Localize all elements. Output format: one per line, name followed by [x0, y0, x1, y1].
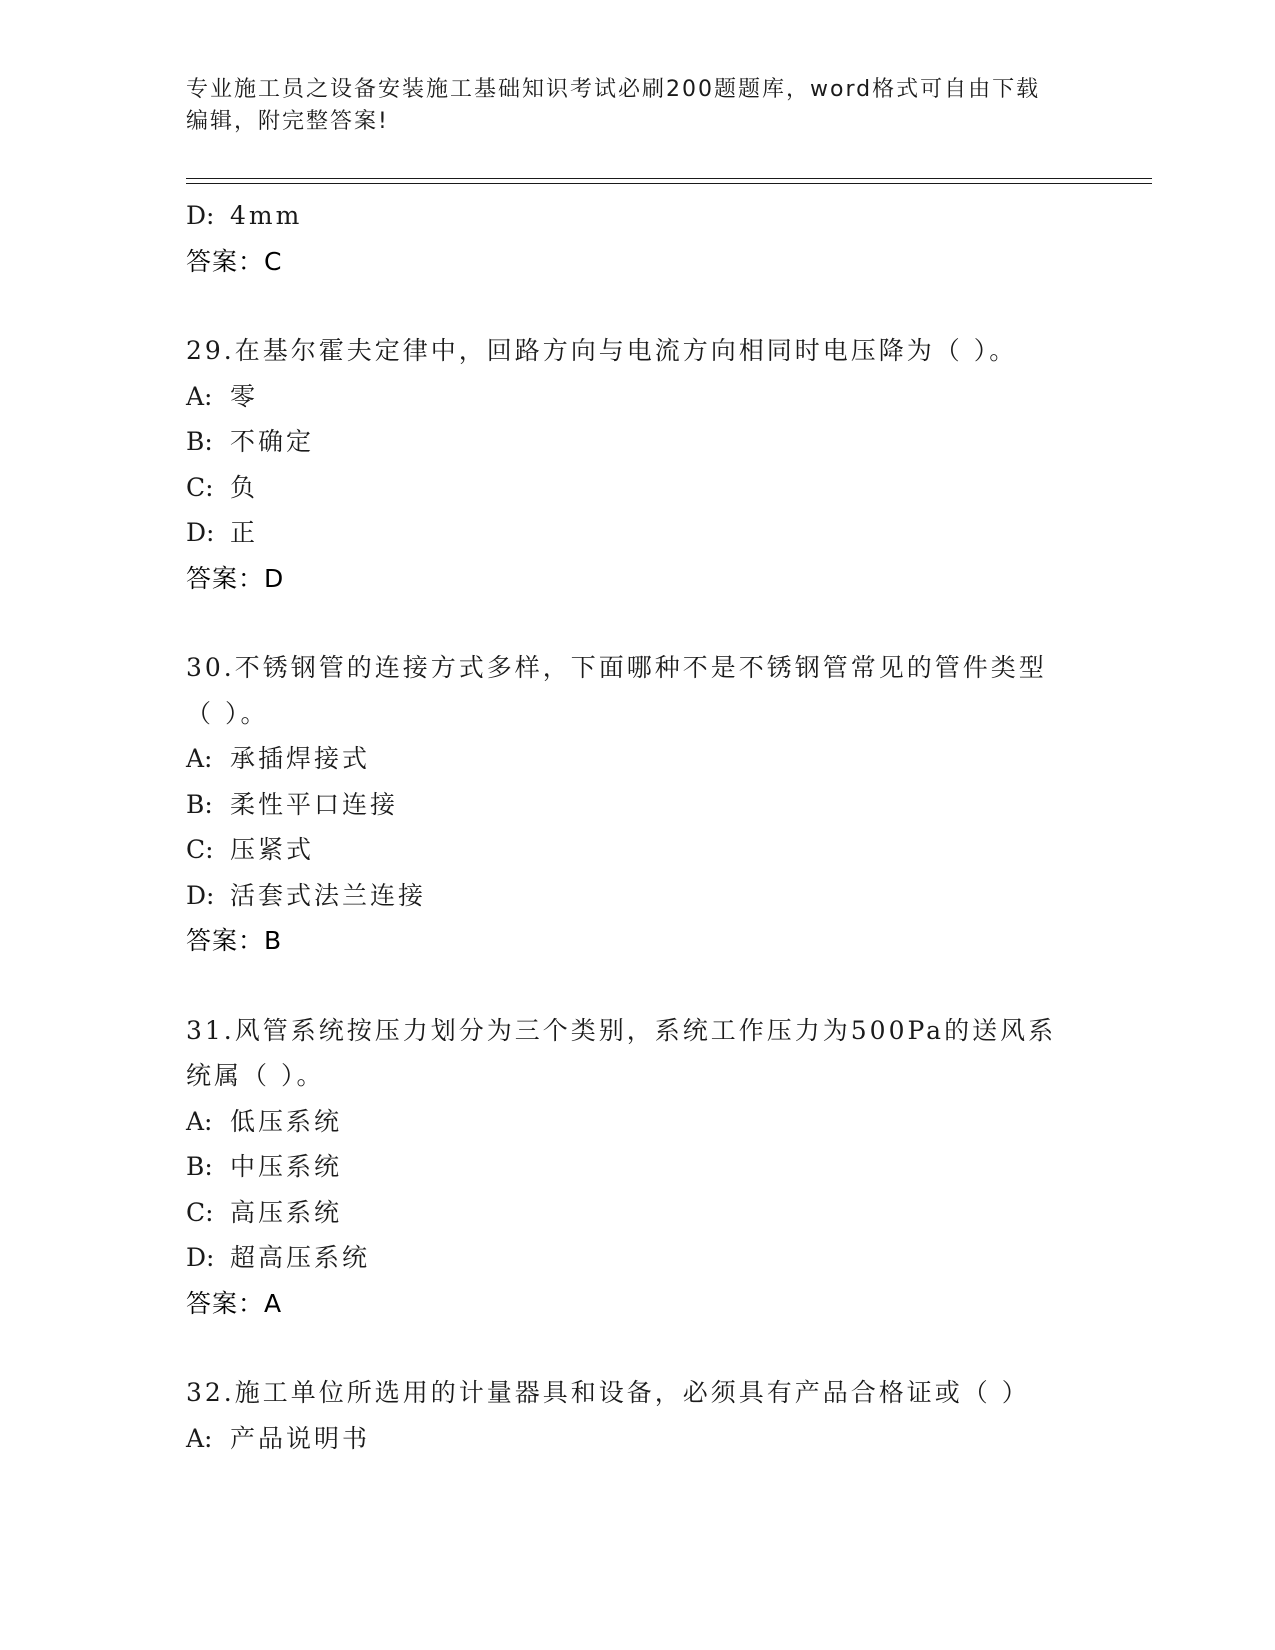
option-letter: D: [186, 1243, 215, 1272]
option-letter: D: [186, 201, 215, 230]
option-a [186, 1416, 1086, 1462]
question-stem: 29.在基尔霍夫定律中，回路方向与电流方向相同时电压降为（ ）。 [186, 336, 1018, 365]
option-letter: C: [186, 472, 214, 502]
option-b [186, 1144, 1086, 1190]
option-text: 承插焊接式 [230, 744, 371, 773]
option-d [186, 193, 1086, 239]
option-d [186, 1235, 1086, 1281]
option-c [186, 827, 1086, 873]
question-32 [186, 1370, 1086, 1461]
spacer [186, 284, 1086, 328]
question-29 [186, 328, 1086, 601]
question-30 [186, 645, 1086, 964]
spacer [186, 601, 1086, 645]
option-text: 低压系统 [230, 1106, 343, 1136]
option-a [186, 1099, 1086, 1145]
option-text: 中压系统 [230, 1152, 343, 1181]
spacer [186, 1326, 1086, 1370]
spacer [186, 964, 1086, 1008]
option-d [186, 510, 1086, 556]
option-text: 不确定 [230, 427, 315, 456]
question-28-tail [186, 193, 1086, 284]
option-text: 4mm [230, 201, 303, 230]
question-list [186, 193, 1086, 1461]
option-c [186, 465, 1086, 511]
option-letter: A: [186, 1106, 213, 1136]
answer-line: 答案：D [186, 563, 285, 593]
answer-line: 答案：C [186, 246, 283, 276]
option-text: 负 [230, 472, 259, 502]
document-header [186, 74, 1066, 138]
question-stem: 32.施工单位所选用的计量器具和设备，必须具有产品合格证或（ ） [186, 1378, 1030, 1407]
question-stem-continued: （ ）。 [186, 698, 269, 728]
answer-line: 答案：B [186, 926, 283, 955]
option-text: 超高压系统 [230, 1243, 371, 1272]
option-text: 产品说明书 [230, 1423, 371, 1453]
option-letter: D: [186, 518, 215, 547]
header-title-line-2: 编辑，附完整答案! [186, 109, 389, 134]
option-letter: C: [186, 835, 214, 864]
question-stem: 30.不锈钢管的连接方式多样，下面哪种不是不锈钢管常见的管件类型 [186, 653, 1047, 682]
option-d [186, 873, 1086, 919]
header-rule-bottom [186, 183, 1152, 184]
option-text: 压紧式 [230, 835, 315, 864]
option-letter: A: [186, 381, 213, 411]
question-31 [186, 1008, 1086, 1327]
question-stem-continued: 统属（ ）。 [186, 1061, 325, 1090]
option-a [186, 736, 1086, 782]
option-letter: C: [186, 1197, 214, 1227]
question-stem: 31.风管系统按压力划分为三个类别，系统工作压力为500Pa的送风系 [186, 1015, 1057, 1045]
option-text: 活套式法兰连接 [230, 880, 427, 910]
answer-line: 答案：A [186, 1288, 283, 1318]
option-letter: B: [186, 1152, 213, 1181]
option-letter: D: [186, 880, 215, 910]
option-text: 零 [230, 381, 259, 411]
header-title-line-1: 专业施工员之设备安装施工基础知识考试必刷200题题库，word格式可自由下载 [186, 77, 1041, 102]
option-letter: A: [186, 1423, 213, 1453]
option-text: 正 [230, 518, 259, 547]
option-letter: A: [186, 744, 213, 773]
option-c [186, 1190, 1086, 1236]
option-text: 高压系统 [230, 1197, 343, 1227]
option-text: 柔性平口连接 [230, 789, 399, 819]
header-rule-top [186, 178, 1152, 179]
option-b [186, 419, 1086, 465]
option-letter: B: [186, 427, 213, 456]
option-a [186, 374, 1086, 420]
option-letter: B: [186, 789, 213, 819]
option-b [186, 782, 1086, 828]
